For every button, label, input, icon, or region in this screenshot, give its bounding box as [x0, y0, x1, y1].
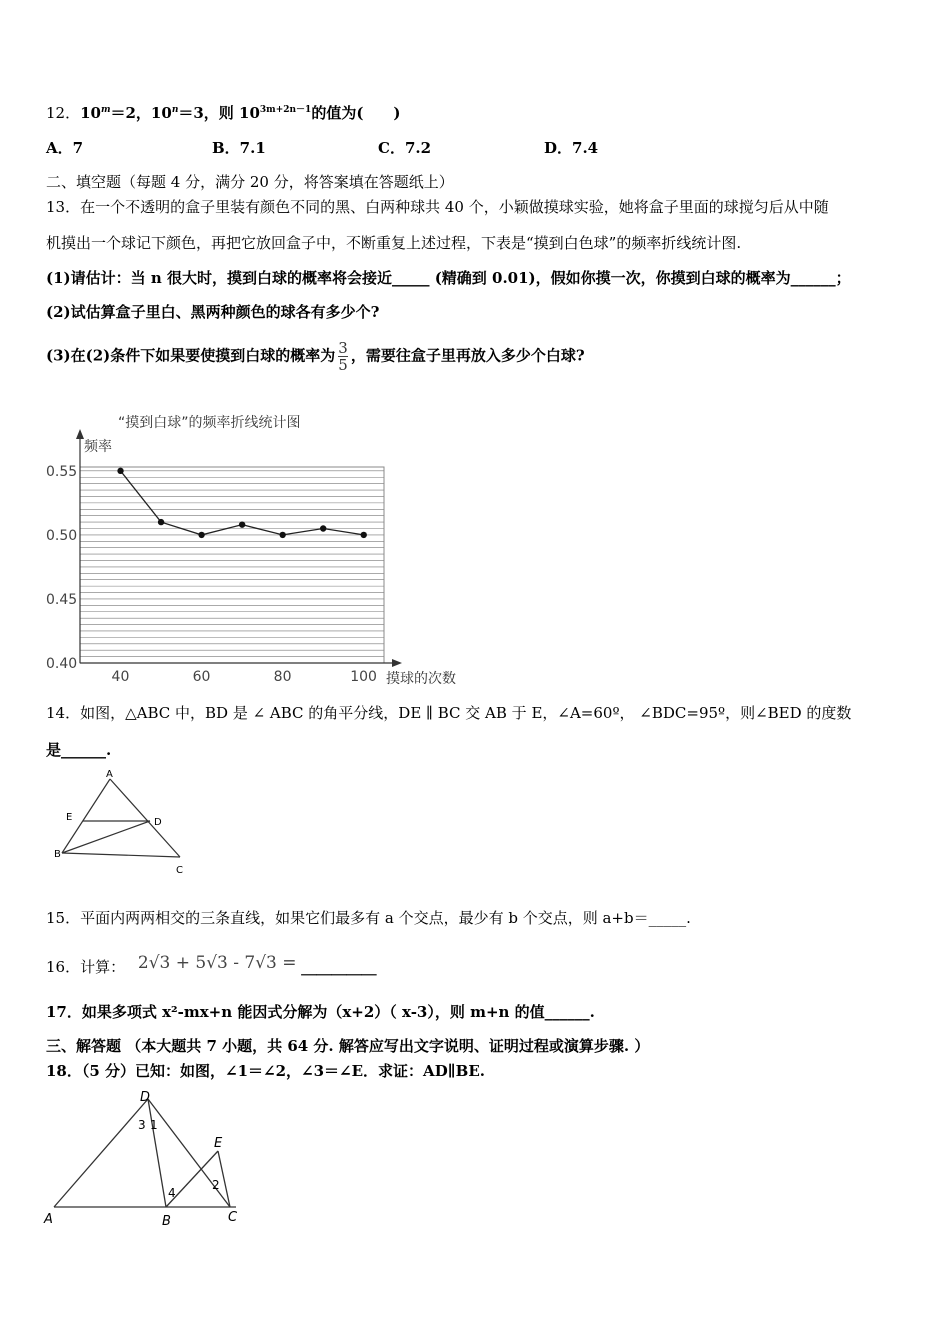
chart-data-point — [198, 532, 204, 538]
q12-option-a: A．7 — [46, 139, 84, 157]
section2-heading: 二、填空题（每题 4 分，满分 20 分，将答案填在答题纸上） — [46, 173, 454, 191]
segment-bc — [62, 853, 180, 857]
chart-y-label: 频率 — [84, 439, 112, 455]
label-d: D — [140, 1090, 151, 1105]
label-e: E — [66, 812, 73, 823]
q12-stem: 12．$10^m=2$，$10^n=3$，则 $10^{3m+2n-1}$的值为( ) — [46, 104, 401, 122]
q18: 18．（5 分）已知：如图，∠1＝∠2，∠3＝∠E．求证：AD∥BE. — [46, 1062, 485, 1080]
chart-data-point — [361, 532, 367, 538]
q15: 15．平面内两两相交的三条直线，如果它们最多有 a 个交点，最少有 b 个交点，则 a+b＝_____. — [46, 909, 691, 927]
q12-option-d: D．7.4 — [544, 139, 599, 157]
chart-x-tick-label: 60 — [192, 669, 211, 685]
segment-db — [148, 1099, 166, 1207]
q16: 16．计算： 2√3 + 5√3 - 7√3 = ＿＿＿＿＿ — [46, 953, 377, 977]
q13-line1: 13．在一个不透明的盒子里装有颜色不同的黑、白两种球共 40 个，小颖做摸球实验，她将盒子里面的球搅匀后从中随 — [46, 198, 829, 216]
label-e: E — [214, 1136, 223, 1151]
segment-ac — [110, 779, 180, 857]
chart-y-tick-label: 0.55 — [46, 463, 78, 480]
q12-option-c: C．7.2 — [378, 139, 432, 157]
q17: 17．如果多项式 x²-mx+n 能因式分解为（x+2）（ x-3），则 m+n 的值______. — [46, 1003, 595, 1021]
fraction-three-fifths: $\frac{3}{5}$ — [338, 339, 348, 374]
q16-answer-blank: ＿＿＿＿＿ — [301, 959, 377, 977]
q16-expression: 2√3 + 5√3 - 7√3 = — [137, 953, 297, 973]
angle-label-4: 4 — [168, 1186, 176, 1200]
q13-part1: (1)请估计：当 n 很大时，摸到白球的概率将会接近_____ (精确到 0.01)，假如你摸一次，你摸到白球的概率为______； — [46, 269, 851, 287]
angle-label-3: 3 — [138, 1118, 146, 1132]
chart-y-tick-label: 0.50 — [46, 527, 78, 544]
chart-data-point — [239, 521, 245, 527]
angle-label-2: 2 — [212, 1178, 220, 1192]
segment-bd — [62, 821, 150, 853]
q13-part3: (3)在(2)条件下如果要使摸到白球的概率为 $\frac{3}{5}$ ，需要往盒子里再放入多少个白球? — [46, 339, 585, 374]
chart-y-axis-arrow — [76, 429, 84, 439]
chart-y-tick-label: 0.40 — [46, 656, 78, 672]
q14-line2: 是______. — [46, 741, 112, 759]
q13-line2: 机摸出一个球记下颜色，再把它放回盒子中，不断重复上述过程，下表是“摸到白色球”的频率折线统计图. — [46, 234, 742, 252]
section3-heading: 三、解答题 （本大题共 7 小题，共 64 分. 解答应写出文字说明、证明过程或演算步骤. ） — [46, 1037, 650, 1055]
label-c: C — [228, 1210, 238, 1225]
label-a: A — [44, 1212, 53, 1227]
label-b: B — [54, 849, 61, 860]
label-a: A — [106, 769, 113, 780]
chart-title: “摸到白球”的频率折线统计图 — [118, 415, 301, 431]
chart-y-tick-label: 0.45 — [46, 591, 78, 608]
frequency-line-chart — [40, 405, 520, 695]
q13-part2: (2)试估算盒子里白、黑两种颜色的球各有多少个? — [46, 303, 380, 321]
label-d: D — [154, 817, 162, 828]
label-c: C — [176, 865, 183, 876]
label-b: B — [162, 1214, 171, 1229]
chart-x-tick-label: 100 — [350, 669, 377, 685]
chart-data-point — [279, 532, 285, 538]
angle-label-1: 1 — [150, 1118, 158, 1132]
chart-x-tick-label: 80 — [273, 669, 292, 685]
chart-gridlines — [80, 471, 384, 657]
geometry-figure-q18 — [40, 1085, 260, 1235]
chart-x-tick-label: 40 — [111, 669, 130, 685]
chart-data-point — [158, 519, 164, 525]
q12-option-b: B．7.1 — [212, 139, 266, 157]
chart-x-axis-arrow — [392, 659, 402, 667]
chart-x-label: 摸球的次数 — [386, 671, 456, 687]
segment-ad — [54, 1099, 148, 1207]
chart-data-point — [117, 468, 123, 474]
triangle-abc-figure — [50, 765, 210, 880]
q14-line1: 14．如图，△ABC 中，BD 是 ∠ ABC 的角平分线，DE ∥ BC 交 AB 于 E，∠A=60º， ∠BDC=95º，则∠BED 的度数 — [46, 704, 852, 722]
chart-data-point — [320, 525, 326, 531]
q12-options — [46, 138, 598, 158]
